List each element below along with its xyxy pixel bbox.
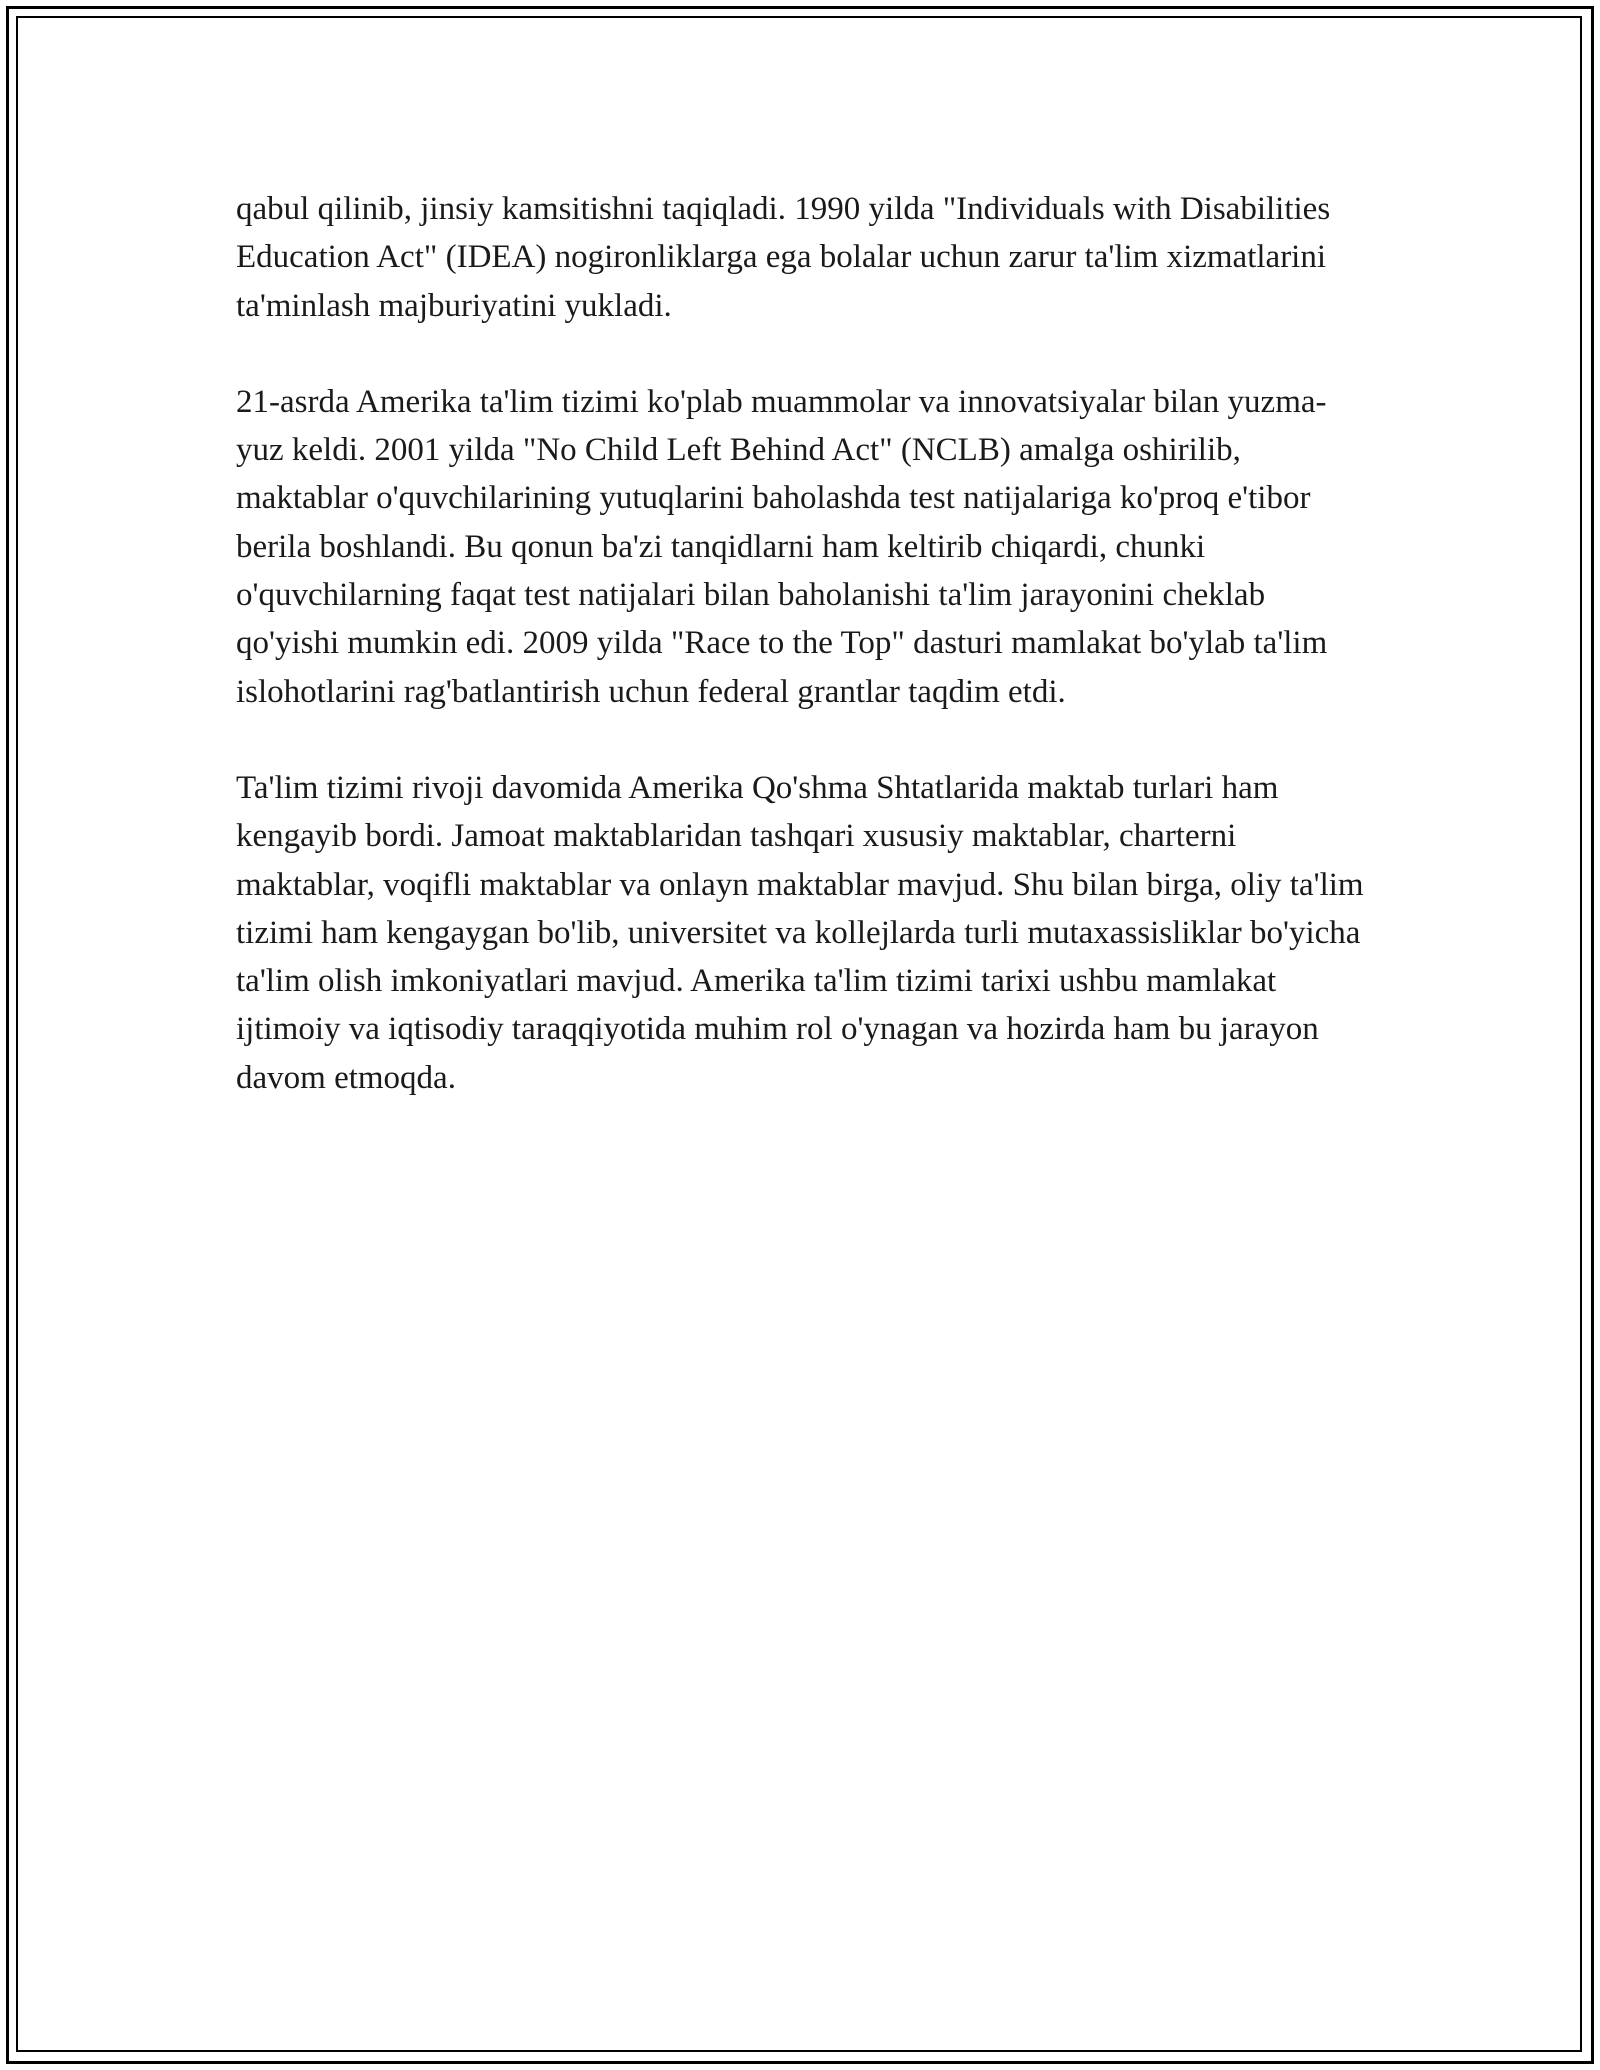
paragraph-2: 21-asrda Amerika ta'lim tizimi ko'plab muammolar va innovatsiyalar bilan yuzma-yuz keldi. 2001 yilda "No Child Left Behind Act" (NCLB) amalga oshirilib, maktablar o'quvchilarining yutuqlarini baholashda test natijalariga ko'proq e'tibor berila boshlandi. Bu qonun ba'zi tanqidlarni ham keltirib chiqardi, chunki o'quvchilarning faqat test natijalari bilan baholanishi ta'lim jarayonini cheklab qo'yishi mumkin edi. 2009 yilda "Race to the Top" dasturi mamlakat bo'ylab ta'lim islohotlarini rag'batlantirish uchun federal grantlar taqdim etdi. (236, 383, 1328, 710)
document-body (236, 185, 1366, 1150)
paragraph-1: qabul qilinib, jinsiy kamsitishni taqiqladi. 1990 yilda "Individuals with Disabilities Education Act" (IDEA) nogironliklarga ega bolalar uchun zarur ta'lim xizmatlarini ta'minlash majburiyatini yukladi. (236, 191, 1331, 324)
paragraph-3: Ta'lim tizimi rivoji davomida Amerika Qo'shma Shtatlarida maktab turlari ham kengayib bordi. Jamoat maktablaridan tashqari xususiy maktablar, charterni maktablar, voqifli maktablar va onlayn maktablar mavjud. Shu bilan birga, oliy ta'lim tizimi ham kengaygan bo'lib, universitet va kollejlarda turli mutaxassisliklar bo'yicha ta'lim olish imkoniyatlari mavjud. Amerika ta'lim tizimi tarixi ushbu mamlakat ijtimoiy va iqtisodiy taraqqiyotida muhim rol o'ynagan va hozirda ham bu jarayon davom etmoqda. (236, 769, 1364, 1096)
